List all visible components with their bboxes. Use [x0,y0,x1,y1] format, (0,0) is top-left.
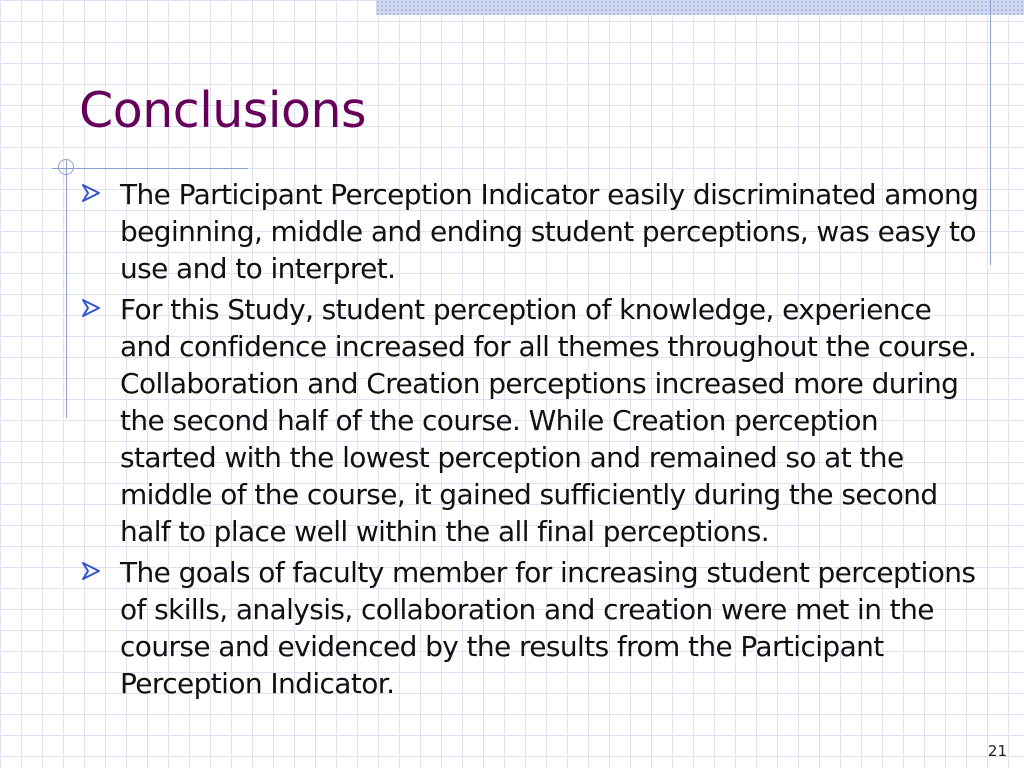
bullet-item [80,291,980,550]
bullet-item [80,554,980,702]
arrow-bullet-icon [80,554,120,588]
decorative-circle [58,159,74,175]
decorative-vertical-line-right [990,0,991,265]
slide-title: Conclusions [79,82,367,139]
bullet-text: The Participant Perception Indicator easily discriminated among beginning, middle and ending student perceptions, was easy to use and to interpret. [120,178,979,285]
bullet-text: For this Study, student perception of knowledge, experience and confidence increased for all themes throughout the course. Collaboration and Creation perceptions increased more during the second half of the course. While Creation perception started with the lowest perception and remained so at the middle of the course, it gained sufficiently during the second half to place well within the all final perceptions. [120,293,977,548]
page-number: 21 [987,742,1007,760]
arrow-bullet-icon [80,291,120,325]
decorative-vertical-line-left [66,160,67,418]
arrow-bullet-icon [80,176,120,210]
top-decorative-band [376,0,1024,15]
bullet-list [80,176,980,706]
bullet-item [80,176,980,287]
bullet-text: The goals of faculty member for increasing student perceptions of skills, analysis, collaboration and creation were met in the course and evidenced by the results from the Participant Perception Indicator. [120,556,976,700]
decorative-horizontal-line [52,168,248,169]
